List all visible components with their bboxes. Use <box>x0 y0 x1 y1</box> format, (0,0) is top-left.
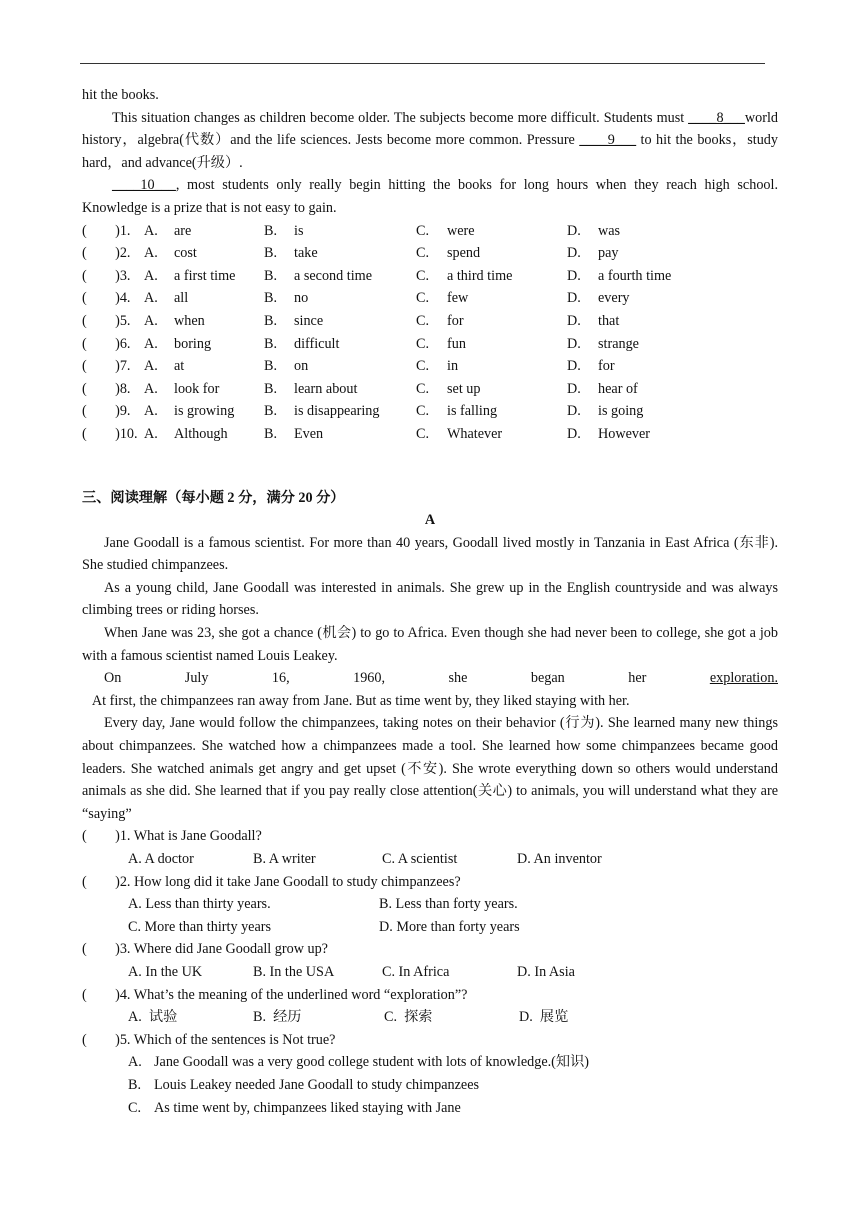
option-a-letter: A. <box>144 267 158 284</box>
option-d-text: was <box>598 222 621 239</box>
option-a-text: are <box>174 222 192 239</box>
option-row <box>82 220 671 243</box>
option-c-text: spend <box>447 245 481 262</box>
question-4: ( )4. What’s the meaning of the underlined word “exploration”? <box>82 986 468 1003</box>
option-letter: C. <box>128 1099 142 1116</box>
option-c-letter: C. <box>416 312 430 329</box>
q1-option-d: D. An inventor <box>517 851 602 867</box>
cloze-options-table <box>82 220 671 446</box>
q1-option-c: C. A scientist <box>382 851 458 867</box>
option-d-letter: D. <box>567 290 581 307</box>
option-a-text: cost <box>174 245 197 262</box>
cloze-paragraph-3 <box>82 174 778 219</box>
q2-option-b: B. Less than forty years. <box>379 896 518 913</box>
option-d-letter: D. <box>567 403 581 420</box>
option-d-letter: D. <box>567 312 581 329</box>
q4-option-a: A. 试验 <box>128 1009 178 1026</box>
option-letter: A. <box>128 1054 142 1071</box>
option-c-letter: C. <box>416 380 430 397</box>
option-b-text: Even <box>294 425 324 442</box>
cloze-blank-8: ____8___ <box>688 109 745 126</box>
q4-option-c: C. 探索 <box>384 1009 433 1026</box>
option-row <box>82 423 671 446</box>
option-a-letter: A. <box>144 425 158 442</box>
option-c-letter: C. <box>416 425 430 442</box>
cloze-blank-10: ____10___ <box>112 177 176 194</box>
cloze-paragraph-2 <box>82 107 778 175</box>
question-2: ( )2. How long did it take Jane Goodall to study chimpanzees? <box>82 873 461 890</box>
option-row <box>82 310 671 333</box>
q3-option-a: A. In the UK <box>128 963 203 980</box>
q1-option-b: B. A writer <box>253 851 316 867</box>
q5-option-c <box>82 1097 778 1120</box>
cloze-text: world history，algebra(代数）and the life sciences. Jests become more common. Pressure <box>82 109 778 149</box>
option-a-text: look for <box>174 380 220 397</box>
option-a-text: when <box>174 312 205 329</box>
option-d-text: a fourth time <box>598 267 672 284</box>
option-b-letter: B. <box>264 245 278 262</box>
option-b-text: difficult <box>294 335 340 352</box>
option-text: Jane Goodall was a very good college student with lots of knowledge.(知识) <box>154 1054 589 1071</box>
option-number: ( )7. <box>82 358 131 375</box>
option-a-letter: A. <box>144 358 158 375</box>
option-d-letter: D. <box>567 425 581 442</box>
question-4-options <box>82 1006 778 1029</box>
option-c-text: set up <box>447 380 481 397</box>
cloze-text: , most students only really begin hitting the books for long hours when they reach high school. Knowledge is a prize that is not easy to gain. <box>82 177 778 216</box>
q2-option-d: D. More than forty years <box>379 918 520 935</box>
passage-paragraph-4 <box>82 667 778 712</box>
option-b-letter: B. <box>264 267 278 284</box>
option-number: ( )9. <box>82 403 131 420</box>
option-number: ( )6. <box>82 335 131 352</box>
question-5: ( )5. Which of the sentences is Not true? <box>82 1031 336 1048</box>
option-d-text: hear of <box>598 380 638 397</box>
option-c-text: fun <box>447 335 466 352</box>
option-d-text: pay <box>598 245 619 262</box>
q5-option-b <box>82 1074 778 1097</box>
option-row <box>82 333 671 356</box>
question-2-options-row1 <box>82 893 778 916</box>
option-c-text: for <box>447 312 464 329</box>
passage-paragraph-3: When Jane was 23, she got a chance (机会) to go to Africa. Even though she had never been to college, she got a job with a famous scientist named Louis Leakey. <box>82 625 778 664</box>
option-d-letter: D. <box>567 222 581 239</box>
option-number: ( )4. <box>82 290 131 307</box>
q1-option-a: A. A doctor <box>128 851 194 867</box>
option-d-letter: D. <box>567 380 581 397</box>
passage-text: On July 16, 1960, she began her <box>104 670 710 687</box>
cloze-continued-line: hit the books. <box>82 87 159 103</box>
option-a-text: is growing <box>174 403 235 420</box>
option-d-text: every <box>598 290 630 307</box>
option-a-letter: A. <box>144 380 158 397</box>
option-row <box>82 287 671 310</box>
option-a-letter: A. <box>144 312 158 329</box>
cloze-blank-9: ____9___ <box>579 132 637 149</box>
option-b-text: learn about <box>294 380 358 397</box>
option-d-text: that <box>598 312 620 329</box>
option-a-text: all <box>174 290 189 307</box>
q2-option-a: A. Less than thirty years. <box>128 896 271 913</box>
option-b-text: is disappearing <box>294 403 380 420</box>
option-b-letter: B. <box>264 335 278 352</box>
option-a-letter: A. <box>144 222 158 239</box>
q4-option-b: B. 经历 <box>253 1009 302 1026</box>
option-c-text: in <box>447 358 459 375</box>
option-b-text: a second time <box>294 267 373 284</box>
question-3: ( )3. Where did Jane Goodall grow up? <box>82 941 328 958</box>
cloze-text: This situation changes as children become older. The subjects become more difficult. Students must <box>112 109 689 126</box>
option-b-text: is <box>294 222 304 239</box>
option-b-letter: B. <box>264 425 278 442</box>
option-text: Louis Leakey needed Jane Goodall to study chimpanzees <box>154 1076 480 1093</box>
option-d-text: However <box>598 425 650 442</box>
q3-option-c: C. In Africa <box>382 963 450 980</box>
option-c-letter: C. <box>416 222 430 239</box>
option-b-text: take <box>294 245 318 262</box>
option-letter: B. <box>128 1076 142 1093</box>
option-c-letter: C. <box>416 403 430 420</box>
option-number: ( )2. <box>82 245 131 262</box>
question-1: ( )1. What is Jane Goodall? <box>82 828 262 845</box>
option-c-letter: C. <box>416 245 430 262</box>
option-a-letter: A. <box>144 403 158 420</box>
option-a-text: Although <box>174 425 228 442</box>
q2-option-c: C. More than thirty years <box>128 918 272 935</box>
option-a-letter: A. <box>144 290 158 307</box>
option-number: ( )10. <box>82 425 138 442</box>
q3-option-d: D. In Asia <box>517 963 575 980</box>
option-a-text: at <box>174 358 185 375</box>
option-b-letter: B. <box>264 290 278 307</box>
option-c-text: is falling <box>447 403 498 420</box>
option-d-letter: D. <box>567 245 581 262</box>
q4-option-d: D. 展览 <box>519 1009 569 1026</box>
option-d-text: is going <box>598 403 644 420</box>
option-number: ( )1. <box>82 222 131 239</box>
option-c-letter: C. <box>416 335 430 352</box>
q3-option-b: B. In the USA <box>253 963 335 980</box>
option-c-text: a third time <box>447 267 513 284</box>
option-row <box>82 400 671 423</box>
worksheet-page <box>82 84 778 1119</box>
option-d-text: strange <box>598 335 639 352</box>
option-b-text: since <box>294 312 324 329</box>
option-number: ( )5. <box>82 312 131 329</box>
option-c-letter: C. <box>416 358 430 375</box>
option-row <box>82 355 671 378</box>
option-d-letter: D. <box>567 358 581 375</box>
option-d-letter: D. <box>567 335 581 352</box>
option-number: ( )3. <box>82 267 131 284</box>
option-c-letter: C. <box>416 267 430 284</box>
option-c-text: few <box>447 290 469 307</box>
passage-paragraph-5: Every day, Jane would follow the chimpanzees, taking notes on their behavior (行为). She learned many new things about chimpanzees. She watched how a chimpanzees made a tool. She learned how some chimpanzees became good leaders. She watched animals get angry and get upset (不安). She wrote everything down so others would understand animals as she did. She learned that if you pay really close attention(关心) to animals, you will understand what they are “saying” <box>82 715 778 822</box>
option-b-text: no <box>294 290 309 307</box>
option-c-text: Whatever <box>447 425 503 442</box>
option-row <box>82 378 671 401</box>
option-b-letter: B. <box>264 358 278 375</box>
option-text: As time went by, chimpanzees liked staying with Jane <box>154 1099 461 1116</box>
question-3-options <box>82 961 778 984</box>
question-2-options-row2 <box>82 916 778 939</box>
underlined-word-exploration: exploration. <box>709 670 778 687</box>
option-d-letter: D. <box>567 267 581 284</box>
question-1-options <box>82 848 778 871</box>
passage-text: At first, the chimpanzees ran away from Jane. But as time went by, they liked staying with her. <box>82 692 630 709</box>
option-a-letter: A. <box>144 335 158 352</box>
cloze-text: to hit the books，study hard，and advance(升级）. <box>82 132 778 171</box>
option-row <box>82 265 671 288</box>
section-title: 三、阅读理解（每小题 2 分，满分 20 分） <box>82 489 345 506</box>
option-row <box>82 242 671 265</box>
option-c-text: were <box>447 222 475 239</box>
option-b-letter: B. <box>264 312 278 329</box>
option-d-text: for <box>598 358 615 375</box>
option-a-letter: A. <box>144 245 158 262</box>
q5-option-a <box>82 1051 778 1074</box>
option-b-letter: B. <box>264 403 278 420</box>
option-c-letter: C. <box>416 290 430 307</box>
header-rule <box>80 63 765 64</box>
option-b-letter: B. <box>264 222 278 239</box>
passage-paragraph-1: Jane Goodall is a famous scientist. For more than 40 years, Goodall lived mostly in Tanzania in East Africa (东非). She studied chimpanzees. <box>82 534 778 574</box>
option-b-text: on <box>294 358 309 375</box>
option-a-text: a first time <box>174 267 236 284</box>
passage-paragraph-2: As a young child, Jane Goodall was interested in animals. She grew up in the English countryside and was always climbing trees or riding horses. <box>82 579 778 619</box>
option-number: ( )8. <box>82 380 131 397</box>
passage-label: A <box>424 512 436 529</box>
option-a-text: boring <box>174 335 212 352</box>
option-b-letter: B. <box>264 380 278 397</box>
